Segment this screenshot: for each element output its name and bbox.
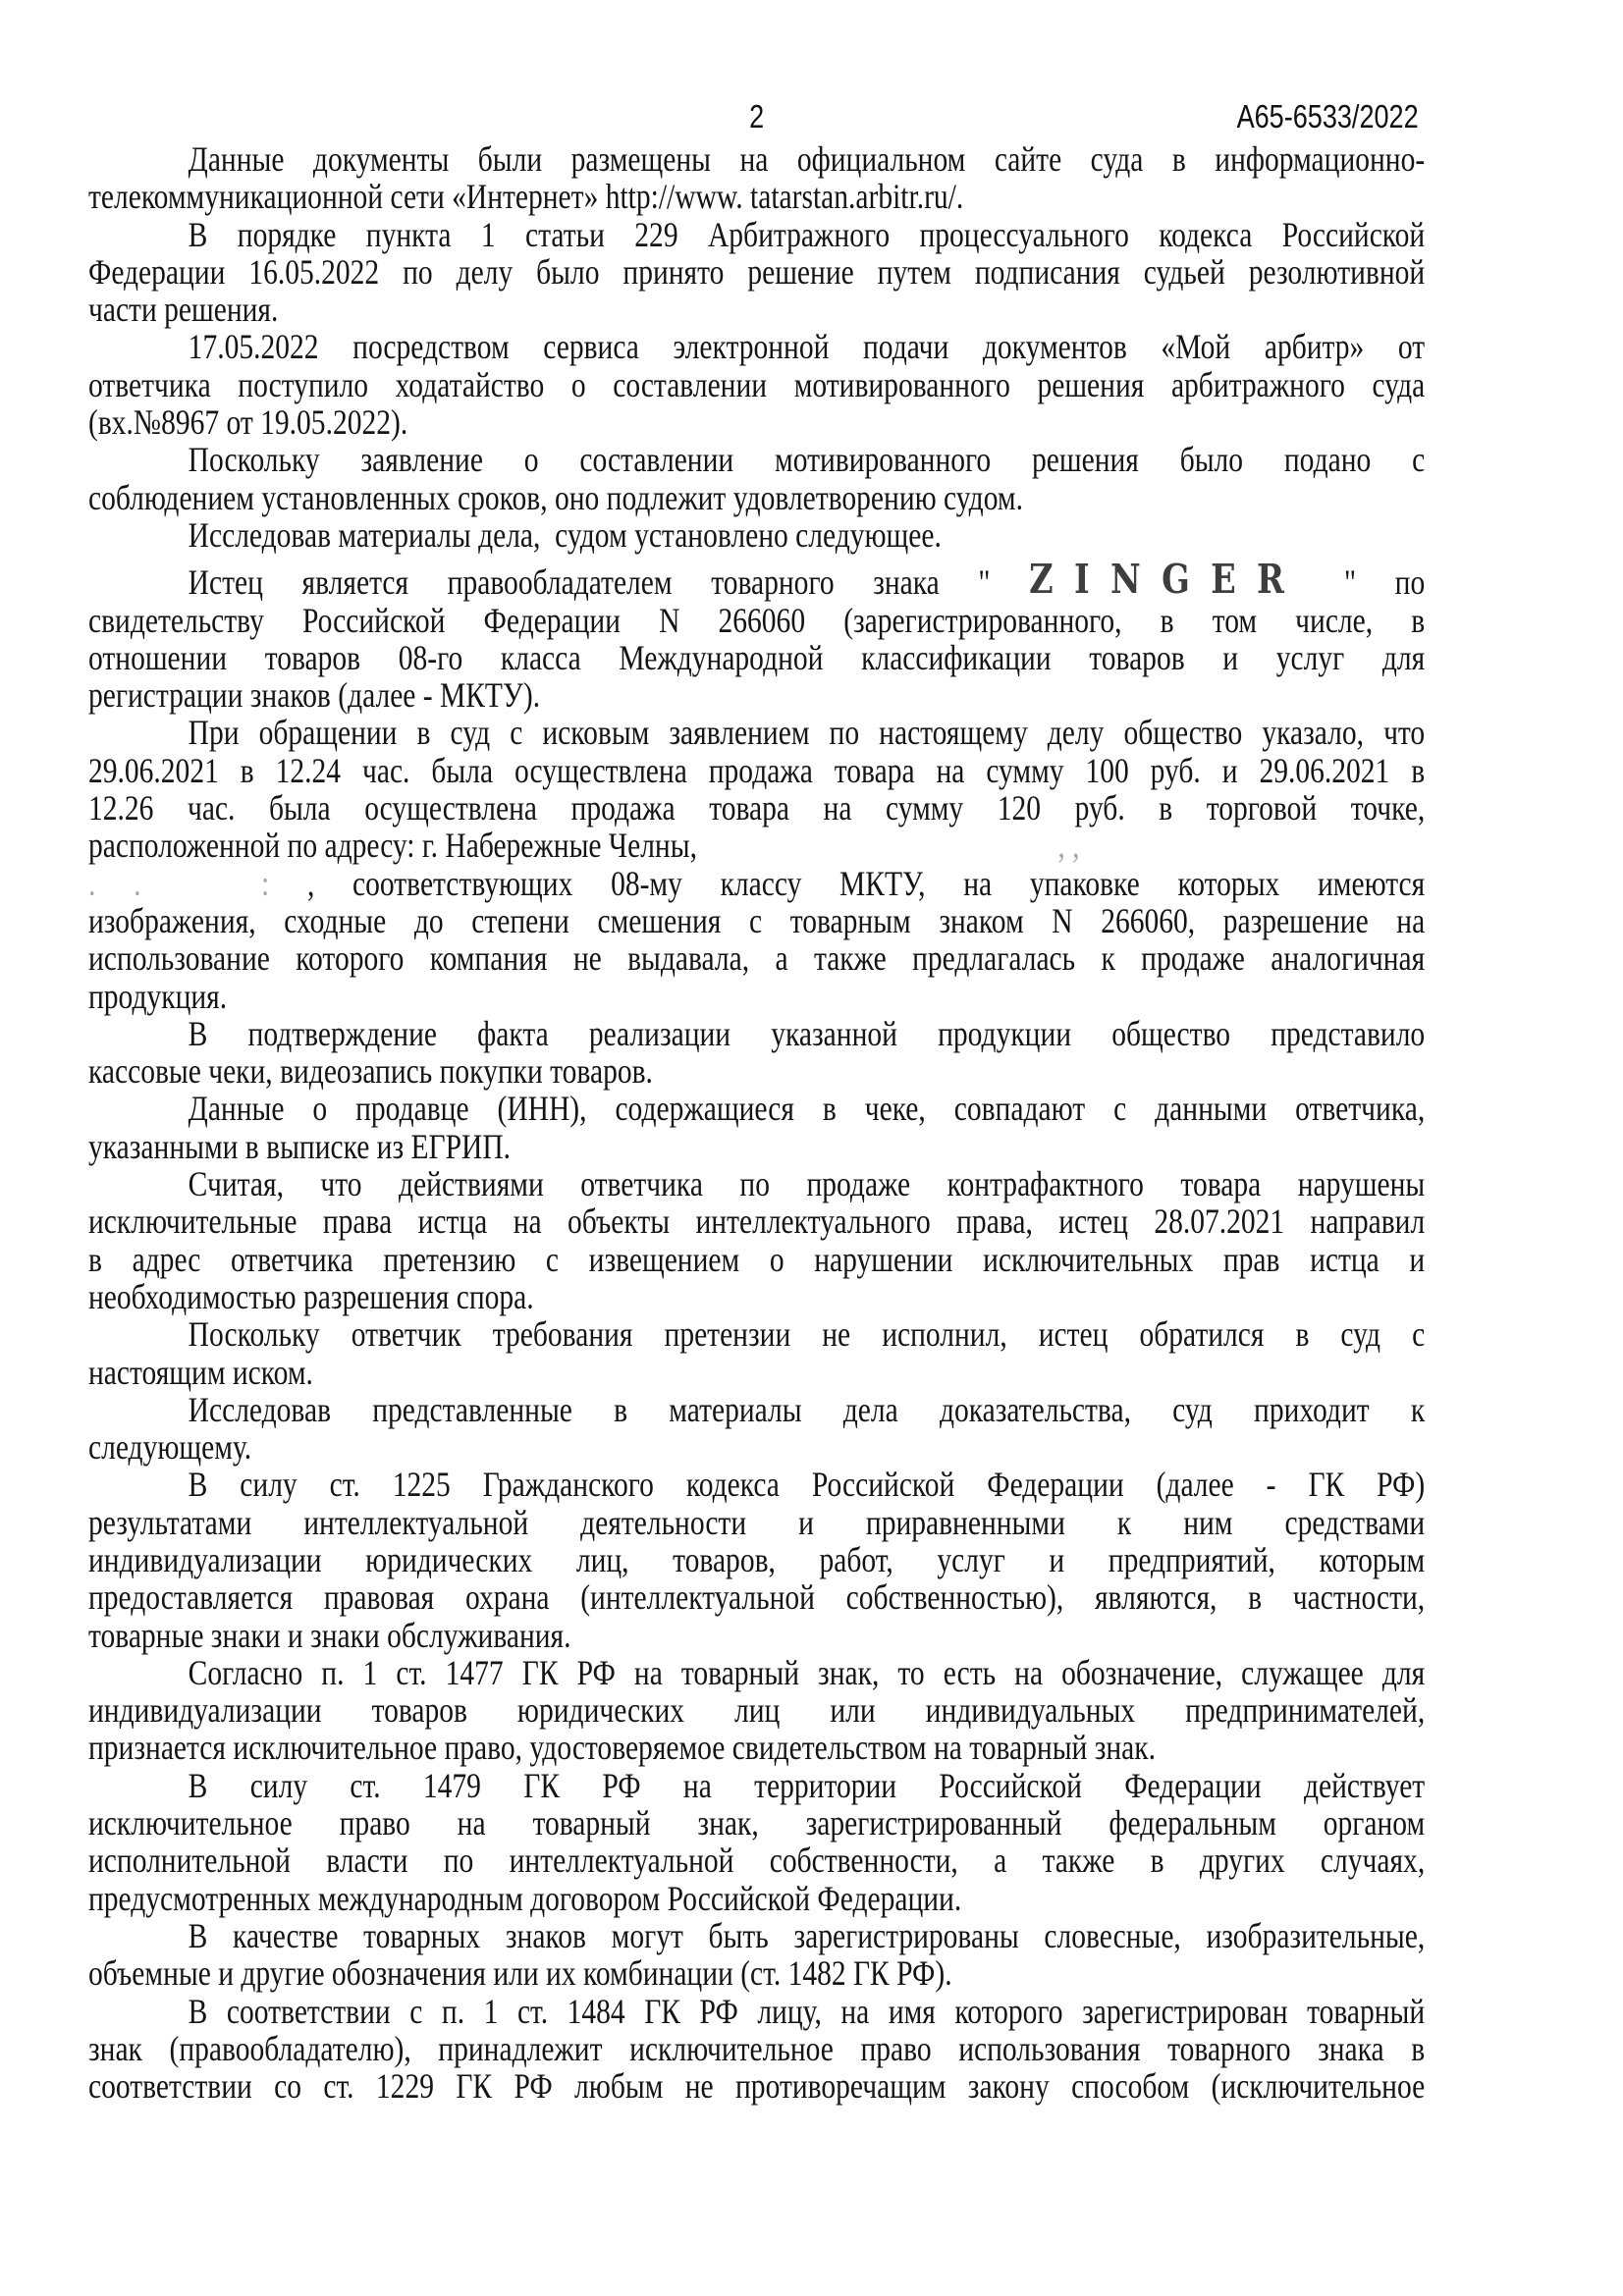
text-line: исполнительной власти по интеллектуальной собственности, а также в других случаях, <box>88 1841 1426 1881</box>
redaction-gap <box>179 892 223 895</box>
text-line: свидетельству Российской Федерации N 266060 (зарегистрированного, в том числе, в <box>88 600 1426 640</box>
text-line: исключительное право на товарный знак, зарегистрированный федеральным органом <box>88 1803 1426 1843</box>
text-line: Данные документы были размещены на официальном сайте суда в информационно- <box>188 139 1426 179</box>
text-line: В качестве товарных знаков могут быть зарегистрированы словесные, изобразительные, <box>188 1915 1426 1955</box>
page-number: 2 <box>749 98 765 134</box>
zinger-trademark-logo: ZINGER <box>1029 556 1306 604</box>
text-line: указанными в выписке из ЕГРИП. <box>88 1126 512 1166</box>
text-line: Согласно п. 1 ст. 1477 ГК РФ на товарный знак, то есть на обозначение, служащее для <box>188 1652 1426 1692</box>
text-line: В порядке пункта 1 статьи 229 Арбитражного процессуального кодекса Российской <box>188 214 1426 254</box>
page-header <box>88 98 1425 140</box>
decision-text-body <box>88 140 1425 2105</box>
redacted-text-remnant: : <box>261 863 270 903</box>
text-line: Считая, что действиями ответчика по продаже контрафактного товара нарушены <box>188 1164 1426 1204</box>
text-line: 12.26 час. была осуществлена продажа товара на сумму 120 руб. в торговой точке, <box>88 788 1426 828</box>
text-line: предоставляется правовая охрана (интеллектуальной собственностью), являются, в частности, <box>88 1577 1426 1618</box>
text-line: товарные знаки и знаки обслуживания. <box>88 1615 571 1655</box>
text-segment: Истец является правообладателем товарного знака <box>188 562 940 603</box>
text-line: исключительные права истца на объекты интеллектуального права, истец 28.07.2021 направил <box>88 1201 1426 1242</box>
text-line: настоящим иском. <box>88 1352 313 1392</box>
text-line: При обращении в суд с исковым заявлением по настоящему делу общество указало, что <box>188 713 1426 753</box>
text-line: В соответствии с п. 1 ст. 1484 ГК РФ лицу, на имя которого зарегистрирован товарный <box>188 1991 1426 2031</box>
redacted-address-remnant: , , <box>1057 826 1080 866</box>
text-line: продукция. <box>88 976 228 1016</box>
text-line: Исследовав представленные в материалы дела доказательства, суд приходит к <box>188 1389 1426 1429</box>
text-line: Поскольку заявление о составлении мотивированного решения было подано с <box>188 440 1426 480</box>
text-line: соответствии со ст. 1229 ГК РФ любым не противоречащим закону способом (исключительное <box>88 2066 1426 2107</box>
text-line: В подтверждение факта реализации указанной продукции общество представило <box>188 1013 1426 1053</box>
text-line: Исследовав материалы дела, судом установлено следующее. <box>188 514 942 555</box>
redaction-gap <box>704 854 1051 857</box>
case-number: А65-6533/2022 <box>1236 98 1419 134</box>
text-segment: расположенной по адресу: г. Набережные Челны, <box>88 826 697 866</box>
text-line: индивидуализации товаров юридических лиц или индивидуальных предпринимателей, <box>88 1690 1426 1731</box>
text-line: изображения, сходные до степени смешения с товарным знаком N 266060, разрешение на <box>88 900 1426 940</box>
text-line: в адрес ответчика претензию с извещением о нарушении исключительных прав истца и <box>88 1239 1426 1279</box>
text-line: В силу ст. 1225 Гражданского кодекса Российской Федерации (далее - ГК РФ) <box>188 1465 1426 1505</box>
text-line: соблюдением установленных сроков, оно подлежит удовлетворению судом. <box>88 477 1023 517</box>
text-line: Поскольку ответчик требования претензии не исполнил, истец обратился в суд с <box>188 1314 1426 1355</box>
text-line: кассовые чеки, видеозапись покупки товаров. <box>88 1051 653 1092</box>
text-line: Данные о продавце (ИНН), содержащиеся в чеке, совпадают с данными ответчика, <box>188 1089 1426 1129</box>
text-line: 17.05.2022 посредством сервиса электронной подачи документов «Мой арбитр» от <box>188 327 1426 367</box>
text-segment: по <box>1394 562 1426 603</box>
opening-quote: " <box>978 562 991 603</box>
text-line: регистрации знаков (далее - МКТУ). <box>88 675 541 716</box>
closing-quote: " <box>1343 562 1357 603</box>
text-line: В силу ст. 1479 ГК РФ на территории Российской Федерации действует <box>188 1765 1426 1805</box>
text-line <box>88 556 1426 604</box>
text-line: следующему. <box>88 1427 252 1468</box>
page-content <box>88 98 1425 2105</box>
text-segment: , соответствующих 08-му классу МКТУ, на упаковке которых имеются <box>306 863 1426 903</box>
text-line: результатами интеллектуальной деятельности и приравненными к ним средствами <box>88 1502 1426 1542</box>
text-line: части решения. <box>88 290 279 330</box>
text-line: 29.06.2021 в 12.24 час. была осуществлена продажа товара на сумму 100 руб. и 29.06.2021 в <box>88 750 1426 790</box>
text-line: объемные и другие обозначения или их комбинации (ст. 1482 ГК РФ). <box>88 1953 952 1994</box>
text-line: (вх.№8967 от 19.05.2022). <box>88 402 408 443</box>
text-line: телекоммуникационной сети «Интернет» http://www. tatarstan.arbitr.ru/. <box>88 177 964 217</box>
redacted-text-remnant: . . <box>88 863 141 903</box>
text-line: предусмотренных международным договором Российской Федерации. <box>88 1878 962 1918</box>
text-line: признается исключительное право, удостоверяемое свидетельством на товарный знак. <box>88 1728 1156 1768</box>
text-line: ответчика поступило ходатайство о составлении мотивированного решения арбитражного суда <box>88 364 1426 404</box>
text-line: знак (правообладателю), принадлежит исключительное право использования товарного знака в <box>88 2028 1426 2068</box>
text-line: индивидуализации юридических лиц, товаров, работ, услуг и предприятий, которым <box>88 1539 1426 1579</box>
text-line <box>88 827 1425 864</box>
text-line: Федерации 16.05.2022 по делу было принято решение путем подписания судьей резолютивной <box>88 251 1426 292</box>
text-line: отношении товаров 08-го класса Международной классификации товаров и услуг для <box>88 637 1426 677</box>
text-line: необходимостью разрешения спора. <box>88 1276 534 1316</box>
text-line: использование которого компания не выдавала, а также предлагалась к продаже аналогичная <box>88 938 1426 979</box>
text-line <box>88 865 1425 902</box>
